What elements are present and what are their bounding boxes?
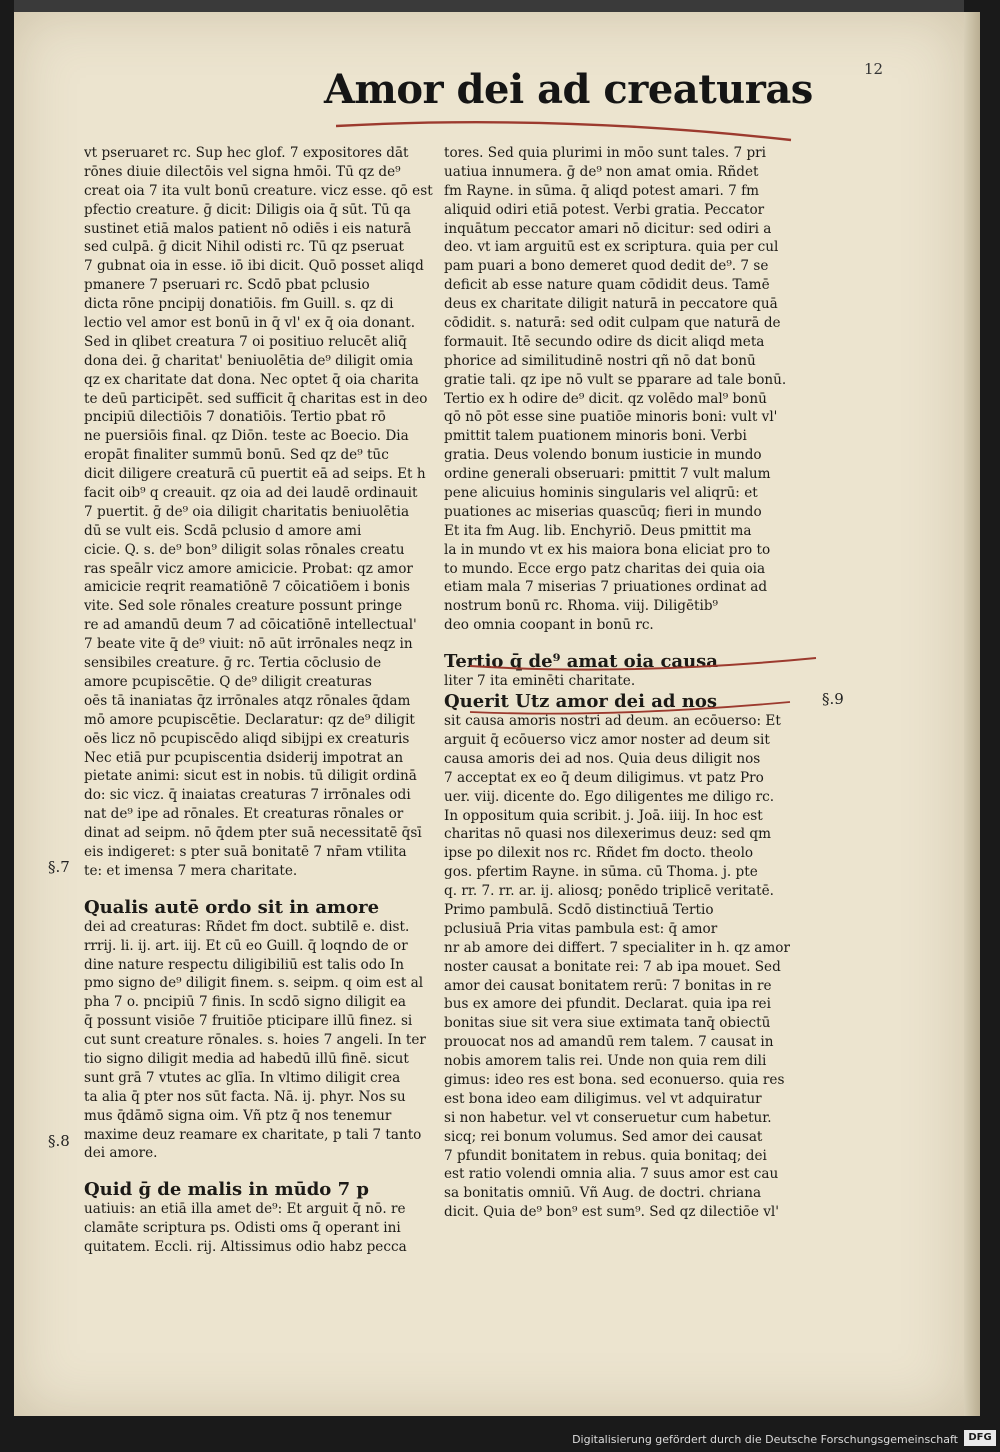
text-line: mō amore pcupiscētie. Declaratur: qz de⁹ diligit — [84, 711, 415, 728]
text-line: noster causat a bonitate rei: 7 ab ipa mouet. Sed — [444, 958, 781, 975]
margin-note-s8: §.8 — [48, 1132, 70, 1150]
text-line: Quid ḡ de malis in mūdo 7 p — [84, 1179, 369, 1201]
text-line: pha 7 o. pncipiū 7 finis. In scdō signo diligit ea — [84, 994, 406, 1011]
footer-credit: Digitalisierung gefördert durch die Deutsche Forschungsgemeinschaft — [572, 1433, 958, 1446]
text-line: quitatem. Eccli. rij. Altissimus odio habz pecca — [84, 1239, 407, 1256]
text-line: te deū participēt. sed sufficit q̄ charitas est in deo — [84, 390, 428, 407]
text-line: sustinet etiā malos patient nō odiēs i eis naturā — [84, 220, 412, 237]
text-line: eropāt finaliter summū bonū. Sed qz de⁹ tūc — [84, 447, 389, 464]
text-line: sit causa amoris nostri ad deum. an ecōuerso: Et — [444, 713, 781, 730]
text-line: vt pseruaret rc. Sup hec glof. 7 expositores dāt — [84, 145, 409, 161]
text-line: rōnes diuie dilectōis vel signa hmōi. Tū qz de⁹ — [84, 163, 401, 180]
text-line: cut sunt creature rōnales. s. hoies 7 angeli. In ter — [84, 1032, 426, 1049]
text-line: qz ex charitate dat dona. Nec optet q̄ oia charita — [84, 371, 419, 388]
text-line: pietate animi: sicut est in nobis. tū diligit ordinā — [84, 768, 417, 785]
text-line: 7 gubnat oia in esse. iō ibi dicit. Quō posset aliqd — [84, 258, 424, 275]
text-line: liter 7 ita eminēti charitate. — [444, 673, 636, 690]
text-line: Sed in qlibet creatura 7 oi positiuo relucēt aliq̄ — [84, 333, 407, 350]
text-line: sa bonitatis omniū. Vñ Aug. de doctri. chriana — [444, 1185, 762, 1202]
text-line: pam puari a bono demeret quod dedit de⁹. 7 se — [444, 258, 769, 275]
text-line: dicit. Quia de⁹ bon⁹ est sum⁹. Sed qz dilectiōe vl' — [444, 1204, 779, 1221]
text-line: re ad amandū deum 7 ad cōicatiōnē intellectual' — [84, 617, 417, 634]
text-line: pncipiū dilectiōis 7 donatiōis. Tertio pbat rō — [84, 409, 386, 426]
text-line: to mundo. Ecce ergo patz charitas dei quia oia — [444, 560, 766, 577]
text-line: Nec etiā pur pcupiscentia dsiderij impotrat an — [84, 749, 404, 766]
running-head: Amor dei ad creaturas — [324, 66, 813, 113]
paragraph-gap — [84, 1163, 434, 1179]
folio-number: 12 — [864, 60, 884, 78]
text-line: gos. pfertim Rayne. in sūma. cū Thoma. j. pte — [444, 864, 758, 881]
text-line: do: sic vicz. q̄ inaiatas creaturas 7 irrōnales odi — [84, 787, 411, 804]
text-line: ta alia q̄ pter nos sūt facta. Nā. ij. phyr. Nos su — [84, 1088, 406, 1105]
text-line: amicicie reqrit reamatiōnē 7 cōicatiōem i bonis — [84, 579, 410, 596]
text-line: Et ita fm Aug. lib. Enchyriō. Deus pmittit ma — [444, 522, 752, 539]
text-line: te: et imensa 7 mera charitate. — [84, 862, 298, 879]
text-line: gratie tali. qz ipe nō vult se pparare ad tale bonū. — [444, 371, 787, 388]
text-line: gratia. Deus volendo bonum iusticie in mundo — [444, 447, 762, 464]
text-line: uer. viij. dicente do. Ego diligentes me diligo rc. — [444, 788, 775, 805]
text-line: sed culpā. ḡ dicit Nihil odisti rc. Tū qz pseruat — [84, 239, 405, 256]
text-line: nobis amorem talis rei. Unde non quia rem dili — [444, 1053, 767, 1070]
text-line: est bona ideo eam diligimus. vel vt adquiratur — [444, 1090, 762, 1107]
text-line: q̄ possunt visiōe 7 fruitiōe pticipare illū finez. si — [84, 1013, 413, 1030]
text-line: dicit diligere creaturā cū puertit eā ad seips. Et h — [84, 466, 426, 483]
text-line: pfectio creature. ḡ dicit: Diligis oia q̄ sūt. Tū qa — [84, 201, 411, 218]
text-line: etiam mala 7 miserias 7 priuationes ordinat ad — [444, 579, 768, 596]
text-line: aliquid odiri etiā potest. Verbi gratia. Peccator — [444, 201, 765, 218]
margin-note-s7: §.7 — [48, 858, 70, 876]
text-line: qō nō pōt esse sine puatiōe minoris boni: vult vl' — [444, 409, 778, 426]
digitization-footer — [0, 1420, 1000, 1452]
text-line: arguit q̄ ecōuerso vicz amor noster ad deum sit — [444, 731, 770, 748]
text-line: Qualis autē ordo sit in amore — [84, 896, 380, 918]
text-line: uatiuis: an etiā illa amet de⁹: Et arguit q̄ nō. re — [84, 1201, 406, 1218]
text-line: ordine generali obseruari: pmittit 7 vult malum — [444, 466, 771, 483]
text-line: dicta rōne pncipij donatiōis. fm Guill. s. qz di — [84, 296, 394, 313]
text-line: lectio vel amor est bonū in q̄ vl' ex q̄ oia donant. — [84, 315, 416, 332]
text-line: dona dei. ḡ charitat' beniuolētia de⁹ diligit omia — [84, 352, 414, 369]
text-line: dei amore. — [84, 1145, 158, 1162]
text-line: formauit. Itē secundo odire ds dicit aliqd meta — [444, 333, 765, 350]
text-line: ne puersiōis final. qz Diōn. teste ac Boecio. Dia — [84, 428, 409, 445]
text-line: inquātum peccator amari nō dicitur: sed odiri a — [444, 220, 772, 237]
text-line: pclusiuā Pria vitas pambula est: q̄ amor — [444, 920, 718, 937]
text-line: pmanere 7 pseruari rc. Scdō pbat pclusio — [84, 277, 370, 294]
question-red-rule — [450, 694, 820, 724]
text-line: bonitas siue sit vera siue extimata tanq̄ obiectū — [444, 1015, 771, 1032]
text-line: nostrum bonū rc. Rhoma. viij. Diligētib⁹ — [444, 598, 719, 615]
dfg-logo: DFG — [964, 1430, 996, 1446]
text-line: cicie. Q. s. de⁹ bon⁹ diligit solas rōnales creatu — [84, 541, 405, 558]
text-line: pmittit talem puationem minoris boni. Verbi — [444, 428, 747, 445]
text-line: puationes ac miserias quascūq; fieri in mundo — [444, 503, 762, 520]
text-line: pene alicuius hominis singularis vel aliqrū: et — [444, 485, 758, 502]
text-line: In oppositum quia scribit. j. Joā. iiij. In hoc est — [444, 807, 763, 824]
text-line: q. rr. 7. rr. ar. ij. aliosq; ponēdo triplicē veritatē. — [444, 883, 774, 900]
margin-note-s9: §.9 — [822, 690, 844, 708]
text-line: charitas nō quasi nos dilexerimus deuz: sed qm — [444, 826, 772, 843]
paragraph-gap — [84, 881, 434, 897]
text-line: amor dei causat bonitatem rerū: 7 bonitas in re — [444, 977, 772, 994]
text-line: Tertio q̄ de⁹ amat oia causa — [444, 651, 718, 673]
text-line: Querit Utz amor dei ad nos — [444, 691, 717, 713]
text-line: facit oib⁹ q creauit. qz oia ad dei laudē ordinauit — [84, 485, 418, 502]
text-line: Tertio ex h odire de⁹ dicit. qz volēdo mal⁹ bonū — [444, 390, 767, 407]
text-line: sensibiles creature. ḡ rc. Tertia cōclusio de — [84, 655, 382, 672]
text-line: cōdidit. s. naturā: sed odit culpam que naturā de — [444, 315, 781, 332]
text-line: clamāte scriptura ps. Odisti oms q̄ operant ini — [84, 1220, 401, 1237]
text-line: dei ad creaturas: Rñdet fm doct. subtilē e. dist. — [84, 918, 410, 935]
text-line: sicq; rei bonum volumus. Sed amor dei causat — [444, 1128, 763, 1145]
text-line: deficit ab esse nature quam cōdidit deus. Tamē — [444, 277, 770, 294]
text-line: deo omnia coopant in bonū rc. — [444, 617, 654, 634]
text-line: tores. Sed quia plurimi in mōo sunt tales. 7 pri — [444, 145, 766, 161]
text-line: bus ex amore dei pfundit. Declarat. quia ipa rei — [444, 996, 771, 1013]
text-line: sunt grā 7 vtutes ac glīa. In vltimo diligit crea — [84, 1069, 401, 1086]
text-line: eis indigeret: s pter suā bonitatē 7 nr̄am vtilita — [84, 843, 407, 860]
text-line: prouocat nos ad amandū rem talem. 7 causat in — [444, 1034, 774, 1051]
section-red-rule — [450, 648, 820, 678]
text-line: dū se vult eis. Scdā pclusio d amore ami — [84, 522, 362, 539]
text-line: Primo pambulā. Scdō distinctiuā Tertio — [444, 901, 714, 918]
text-line: tio signo diligit media ad habedū illū finē. sicut — [84, 1050, 409, 1067]
text-line: rrrij. li. ij. art. iij. Et cū eo Guill. q̄ loqndo de or — [84, 937, 408, 954]
text-line: ipse po dilexit nos rc. Rñdet fm docto. theolo — [444, 845, 754, 862]
text-line: deo. vt iam arguitū est ex scriptura. quia per cul — [444, 239, 779, 256]
text-line: uatiua innumera. ḡ de⁹ non amat omia. Rñdet — [444, 163, 759, 180]
text-line: ras speālr vicz amore amicicie. Probat: qz amor — [84, 560, 413, 577]
page-fore-edge — [964, 12, 980, 1416]
text-line: nr ab amore dei differt. 7 specialiter in h. qz amor — [444, 939, 790, 956]
text-line: amore pcupiscētie. Q de⁹ diligit creaturas — [84, 673, 372, 690]
text-line: 7 beate vite q̄ de⁹ viuit: nō aūt irrōnales neqz in — [84, 636, 413, 653]
text-line: 7 puertit. ḡ de⁹ oia diligit charitatis beniuolētia — [84, 503, 410, 520]
text-line: deus ex charitate diligit naturā in peccatore quā — [444, 296, 778, 313]
text-line: nat de⁹ ipe ad rōnales. Et creaturas rōnales or — [84, 806, 404, 823]
text-line: dinat ad seipm. nō q̄dem pter suā necessitatē q̄sī — [84, 825, 422, 842]
text-line: creat oia 7 ita vult bonū creature. vicz esse. qō est — [84, 182, 433, 199]
text-line: mus q̄dāmō signa oim. Vñ ptz q̄ nos tenemur — [84, 1107, 392, 1124]
text-line: 7 acceptat ex eo q̄ deum diligimus. vt patz Pro — [444, 769, 764, 786]
text-line: fm Rayne. in sūma. q̄ aliqd potest amari. 7 fm — [444, 182, 759, 199]
text-line: oēs tā inaniatas q̄z irrōnales atqz rōnales q̄dam — [84, 692, 411, 709]
text-line: dine nature respectu diligibiliū est talis odo In — [84, 956, 405, 973]
text-line: oēs licz nō pcupiscēdo aliqd sibijpi ex creaturis — [84, 730, 410, 747]
text-line: est ratio volendi omnia alia. 7 suus amor est cau — [444, 1166, 779, 1183]
text-line: gimus: ideo res est bona. sed econuerso. quia res — [444, 1071, 785, 1088]
text-line: pmo signo de⁹ diligit finem. s. seipm. q oim est al — [84, 975, 424, 992]
text-line: phorice ad similitudinē nostri qñ nō dat bonū — [444, 352, 756, 369]
left-text-column — [84, 144, 434, 1257]
text-line: maxime deuz reamare ex charitate, p tali 7 tanto — [84, 1126, 422, 1143]
text-line: vite. Sed sole rōnales creature possunt pringe — [84, 598, 403, 615]
text-line: si non habetur. vel vt conseruetur cum habetur. — [444, 1109, 772, 1126]
text-line: 7 pfundit bonitatem in rebus. quia bonitaq; dei — [444, 1147, 767, 1164]
text-line: la in mundo vt ex his maiora bona eliciat pro to — [444, 541, 771, 558]
right-text-column — [444, 144, 810, 1222]
page-top-edge — [14, 0, 964, 12]
text-line: causa amoris dei ad nos. Quia deus diligit nos — [444, 750, 761, 767]
